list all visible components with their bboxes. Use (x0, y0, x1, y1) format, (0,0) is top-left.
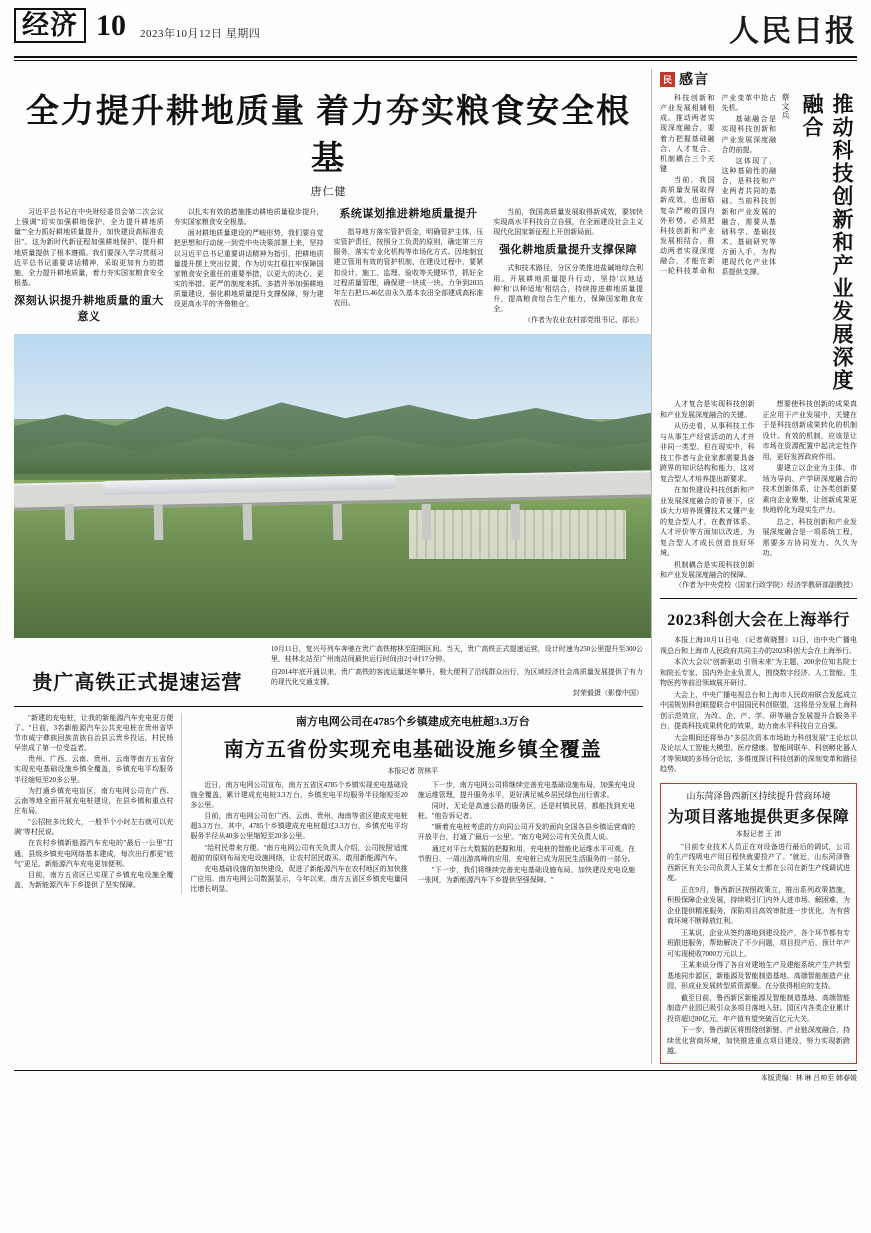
page-editors: 本版责编：林 琳 吕帅至 韩春媛 (760, 1073, 857, 1082)
photo-caption-row (14, 644, 643, 698)
paragraph: 近日，南方电网公司宣布，南方五省区4785个乡镇实现充电基础设施全覆盖，累计建成充电桩3.3万台，乡镇充电平均服务半径缩短至20多公里。 (190, 780, 408, 809)
photo-pier (510, 504, 520, 541)
page-body (14, 69, 857, 1064)
paragraph: 机制耦合是实现科技创新和产业发展深度融合的保障。 (660, 560, 755, 579)
paragraph: 习近平总书记在中央财经委员会第二次会议上强调"切实加强耕地保护，全力提升耕地质量""全力抓好耕地质量提升，加快建设高标准农田"。这为新时代新征程加强耕地保护、提升耕地质量提供了根本遵循。我们要深入学习贯彻习近平总书记重要讲话精神，采取更加有力的措施，全力提升耕地质量，着力夯实国家粮食安全根基。 (14, 208, 164, 287)
rail-headline-block (14, 644, 271, 698)
paragraph: 以扎实有效的措施推动耕地质量稳步提升，夯实国家粮食安全根基。 (173, 208, 324, 227)
photo-pier (65, 504, 75, 541)
paragraph: 人才复合是实现科技创新和产业发展深度融合的关键。 (660, 400, 755, 419)
paper-logo: 人民日报 (729, 15, 857, 48)
paragraph: 总之，科技创新和产业发展深度融合是一项系统工程，需要多方协同发力、久久为功。 (762, 517, 857, 557)
paragraph: 充电基础设施的加快建设，促进了新能源汽车在农村地区的加快推广应用。南方电网公司数据显示，今年以来，南方五省区乡镇充电量同比增长明显。 (190, 864, 408, 894)
bottom-headline: 南方五省份实现充电基础设施乡镇全覆盖 (223, 738, 602, 761)
paragraph: 想要使科技创新的成果真正应用于产业发展中，关键在于是科技创新成果转化的机制设计。有效的机制，应该是让市场在资源配置中起决定性作用，更好发挥政府作用。 (762, 400, 857, 461)
page-number: 10 (96, 8, 126, 42)
paragraph: 科技创新和产业发展相辅相成。推动两者实现深度融合，要着力把握基础融合、人才复合、机制耦合三个关键 (660, 94, 715, 173)
section-badge: 经济 (14, 8, 86, 43)
photo-highspeed-rail (14, 334, 651, 638)
photo-pier (421, 504, 431, 541)
paragraph: "目前专业技术人员正在对设备进行最后的调试，公司的生产线吸电产用日程快就要投产了。"就近，山东菏泽鲁西新区有关公司负责人王某女士都在公司在新生产线调试进度。 (667, 842, 850, 883)
paragraph: "下一步，我们将继续完善充电基础设施布局，加快建设充电设施一张网，为新能源汽车下乡提供坚强保障。" (417, 865, 635, 884)
bottom-subhead: 南方电网公司在4785个乡镇建成充电桩超3.3万台 (295, 715, 530, 728)
paragraph: 目前，南方电网公司在广西、云南、贵州、海南等省区建成充电桩超3.3万台，其中，4785个乡镇建成充电桩超过3.3万台，乡镇充电平均服务半径从40多公里缩短至20多公里。 (190, 812, 408, 841)
boxed-subhead: 山东菏泽鲁西新区持续提升营商环境 (686, 790, 831, 801)
feel-signature: （作者为中央党校（国家行政学院）经济学教研部副教授） (675, 580, 857, 589)
photo-sky (14, 334, 651, 419)
boxed-article (660, 783, 857, 1064)
paragraph: 下一步，鲁西新区将围绕创新链、产业链深度融合，持续优化营商环境，加快推进重点项目建设，努力实现新跨越。 (667, 1026, 850, 1056)
boxed-byline: 本报记者 王 沛 (735, 829, 782, 838)
news-byline: 本报上海10月11日电 （记者黄晓慧）11日，由中央广播电视总台和上海市人民政府共同主办的2023科创大会在上海举行。 (660, 636, 857, 655)
photo-pier (243, 504, 253, 541)
article-byline: 唐仁健 (310, 186, 347, 198)
paragraph: 大会上，中央广播电视总台和上海市人民政府联合发起成立中国规划科创联盟联合中国国民科创联盟，这将是分发展上海科创示范效应，为改、企、产、学、研等融合发展提升合服务平台，提高科技成果转化的效果，助力南水平科技自立自强。 (660, 690, 857, 731)
paragraph: 当前，我国高质量发展取得新成效，也面临复杂严峻的国内外形势。必须把科技创新和产业发展相结合，推动两者实现深度融合，才能在新一轮科技革命和产业变革中抢占先机。 (660, 94, 776, 276)
boxed-headline: 为项目落地提供更多保障 (667, 808, 850, 826)
bottom-mid-column (182, 713, 643, 895)
masthead-rule-thin (14, 60, 857, 61)
feel-header (660, 69, 857, 89)
article-subhead-2: 系统谋划推进耕地质量提升 (339, 208, 478, 220)
paragraph: 本次大会以"创新驱动 引领未来"为主题，200余位知名院士和院长专家、国内外企业负责人，围绕数字经济、人工智能、生物医药等前沿领域展开研讨。 (660, 658, 857, 688)
boxed-body (667, 842, 850, 1057)
feel-vertical-headline: 推动科技创新和产业发展深度融合 (800, 93, 854, 392)
paragraph: 这体现了，这种基础性的融合，是科技和产业两者共同的基础。当前科技创新和产业发展的融合，需要从基础科学、基础技术、基础研究等方面入手，为构建现代化产业体系提供支撑。 (721, 156, 776, 277)
paragraph: "公招桩多比较大，一般半个小时左右就可以充满"等村民说。 (14, 818, 174, 837)
photo-caption-sub: 自2014年底开通以来，贵广高铁的客流运量逐年攀升，极大便利了沿线群众出行，为区域经济社会高质量发展提供了有力的现代化交通支撑。 (270, 668, 643, 687)
article-headline: 全力提升耕地质量 着力夯实粮食安全根基 (25, 94, 632, 177)
bottom-body (190, 780, 635, 895)
rail-headline: 贵广高铁正式提速运营 (32, 672, 243, 694)
photo-credit: 封荣毅摄（影像中国） (573, 688, 643, 697)
article-subhead-3: 强化耕地质量提升支撑保障 (499, 244, 638, 257)
paragraph: 指导地方落实管护资金，明确管护主体，压实管护责任，按照分工负责的原则，确定第三方服务，落实专业化机构等市场化方式。因地制宜建立管用有效的管护机制，在建设过程中，要紧扣设计、施工、监理、验收等关键环节，抓好全过程质量管理，确保建一块成一块。力争到2035年左右把15.46亿亩永久基本农田全部建成高标准农田。 (333, 227, 484, 307)
feel-title: 感言 (679, 73, 710, 88)
paragraph: 大会期间还将举办"多层次资本市场助力科创发展"主论坛以及论坛人工智能大模型、医疗健康、智能网联车、科创孵化器人才等领域的多场分论坛，多维度探讨科技创新的深刻变革和路径趋势。 (660, 733, 857, 774)
photo-pier (154, 504, 164, 541)
photo-caption-main: 10月11日，复兴号列车奔驰在贵广高铁榕林至阳朔区间。当天，贵广高铁正式提速运营，设计时速为250公里提升至300公里，桂林北站至广州南站间最快运行时间由2小时17分钟。 (270, 645, 643, 664)
people-mark-icon: 民 (660, 72, 675, 87)
masthead-rule (14, 56, 857, 58)
feel-body (660, 399, 857, 581)
publication-date: 2023年10月12日 星期四 (140, 27, 261, 40)
feel-lede (660, 93, 776, 393)
paragraph: 基础融合是实现科技创新和产业发展深度融合的前提。 (721, 115, 776, 154)
article-subhead-1: 深刻认识提升耕地质量的重大意义 (14, 295, 164, 324)
paragraph: 要建立以企业为主体、市场为导向、产学研深度融合的技术创新体系，让各类创新要素向企业聚集，让创新成果更快地转化为现实生产力。 (762, 464, 857, 514)
feel-vertical-byline: 蔡文兵 (781, 93, 790, 120)
paragraph: 为打通乡镇充电盲区，南方电网公司在广西、云南等地全面开展充电桩建设，在县乡镇和重点村庄布局。 (14, 786, 174, 815)
paragraph: 当前，我国高质量发展取得新成效，要加快实现高水平科技自立自强，在全面建设社会主义现代化国家新征程上开创新局面。 (493, 208, 643, 237)
paragraph: "给村民带来方便。"南方电网公司有关负责人介绍，公司按照'适度超前'的原则布局充电设施网络，让农村居民敢买、敢用新能源汽车。 (190, 843, 408, 862)
paragraph: 同时，无论是高速公路的服务区，还是村镇民居，都能找到充电桩。"他告诉记者。 (417, 801, 635, 821)
photo-pier (332, 504, 342, 541)
paragraph: 王某来说分得了各自对建地生产及建能系统产生产转型基地同步源区，新能源及智能制造基地、高端智能制造产业园，形成业发展转型质资源聚。在分获得相应的支持。 (667, 961, 850, 991)
masthead (14, 8, 857, 54)
masthead-left (14, 8, 260, 43)
right-divider (660, 598, 857, 599)
article-signature: （作者为农业农村部党组书记、部长） (524, 316, 643, 325)
bottom-byline: 本报记者 贺林平 (387, 766, 439, 775)
section-divider (14, 706, 643, 707)
paragraph: 通过对平台大数据的把握和用，充电桩的智能化运维水平可观。在节假日、一周出游高峰的应用，充电桩已成为居民生活服务的一部分。 (417, 844, 635, 863)
bottom-left-column (14, 713, 182, 895)
feel-top (660, 93, 857, 393)
news-headline: 2023科创大会在上海举行 (667, 612, 850, 630)
right-column (651, 69, 857, 1064)
paragraph: 截至目前，鲁西新区新能源及智能制造基地、高端智能制造产业园已吸引众多项目落地入驻。园区内各类企业累计投资超过80亿元，年产值有望突破百亿元大关。 (667, 993, 850, 1023)
paragraph: 王某说，企业从签约落地到建设投产，各个环节都有专班跟进服务，帮助解决了不少问题，项目投产后，预计年产可实现税收7000万元以上。 (667, 928, 850, 958)
paragraph: 正在9月，鲁西新区按照政策立，推出系列政策措施，积极保障企业发展，持续吸引门内外人进市场、解困难，为企业提供精准服务，深陷项目高效审批进一步优化，为有营商环境不断释放红利。 (667, 885, 850, 926)
paragraph: 贵州、广西、云南、贵州、云南等南方五省份实现充电基础设施乡镇全覆盖，乡镇充电平均服务半径缩短至20多公里。 (14, 755, 174, 784)
paragraph: 式和技术路径，分区分类推进盐碱地综合利用。开展耕地质量提升行动，坚持'以地适种'和'以种适地'相结合，持续推进耕地质量提升，提高粮食综合生产能力，保障国家粮食安全。 (493, 264, 643, 313)
paragraph: 目前，南方五省区已实现了乡镇充电设施全覆盖，为新能源汽车下乡提供了坚实保障。 (14, 870, 174, 889)
paragraph: 在加快建设科技创新和产业发展深度融合的背景下，应该大力培养既懂技术又懂产业的复合型人才，在教育体系、人才评价等方面加以改进，为复合型人才成长创造良好环境。 (660, 486, 755, 557)
photo-caption-block (271, 644, 643, 698)
paragraph: 在农村乡镇新能源汽车充电的"最后一公里"打通，县级乡镇充电网络基本建成，每次出行都更"底气"更足。新能源汽车充电更加便利。 (14, 839, 174, 868)
article-body (14, 207, 643, 326)
paragraph: 下一步，南方电网公司将继续完善充电基础设施布局，加强充电设施运维管理，提升服务水平，更好满足城乡居民绿色出行需求。 (417, 780, 635, 799)
paragraph: 面对耕地质量建设的严峻形势，我们要自觉把思想和行动统一到党中央决策部署上来，坚持以习近平总书记重要讲话精神为指引，把耕地质量提升摆上突出位置，作为切实扛稳扛牢保障国家粮食安全重任的重要举措，以更大的决心、更实的举措、更严的制度来抓。多措并举加强耕地质量建设，强化耕地质量提升支撑保障，努力建设更高水平的'齐鲁粮仓'。 (173, 229, 324, 309)
main-column (14, 69, 651, 1064)
paragraph: "新建的充电桩，让我的新能源汽车充电更方便了。"日前，3名新能源汽车公共充电桩在贵州省毕节市威宁彝族回族苗族自治县云贵乡投运，村民杨早崇成了第一位受益者。 (14, 713, 174, 753)
bottom-left-text (14, 713, 173, 890)
paragraph: 从历史看，从事科技工作与从事生产经营活动的人才并非同一类型。但在现实中，科技工作者与企业家都需要具备跨界的知识结构和能力，这对复合型人才培养提出新要求。 (660, 422, 755, 483)
paragraph: "顺着充电桩考虑的方向同公司开发的面向全国各县乡镇运营商的开放平台，打通了'最后一公里'。"南方电网公司有关负责人说。 (417, 823, 635, 842)
photo-block (14, 334, 643, 698)
bottom-section (14, 713, 643, 895)
